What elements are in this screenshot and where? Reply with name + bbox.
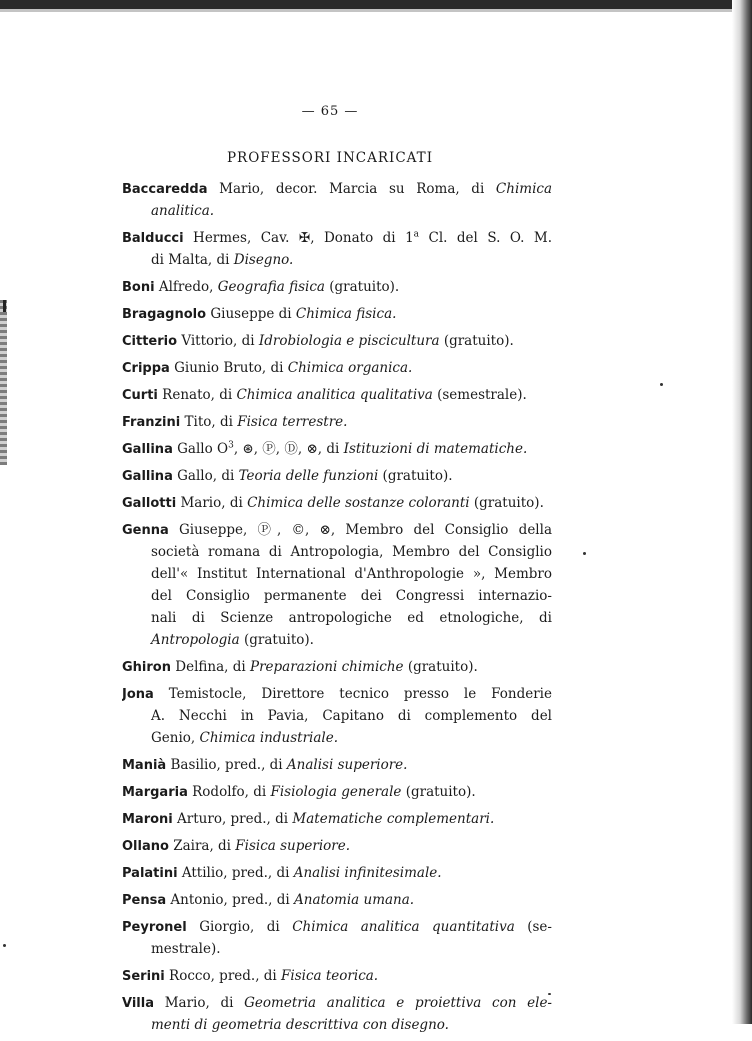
entry-line	[122, 862, 552, 884]
entry-line	[122, 1014, 552, 1036]
scan-left-mark	[0, 300, 7, 465]
entry-text: A. Necchi in Pavia, Capitano di complemento del	[151, 708, 552, 724]
scan-right-edge	[732, 0, 752, 1024]
subject-text: Anatomia umana.	[294, 892, 415, 908]
list-item	[122, 438, 552, 460]
surname: Margaria	[122, 785, 188, 800]
entry-line	[122, 992, 552, 1014]
list-item	[122, 683, 552, 749]
speck	[583, 552, 586, 555]
entry-text: società romana di Antropologia, Membro del Consiglio	[151, 544, 552, 560]
superscript: a	[413, 229, 420, 240]
entry-text: (semestrale).	[432, 387, 527, 403]
entry-line	[122, 200, 552, 222]
surname: Bragagnolo	[122, 307, 207, 322]
entry-line	[122, 965, 552, 987]
entry-line	[122, 563, 552, 585]
scan-top-shadow	[0, 9, 752, 12]
entry-text: del Consiglio permanente dei Congressi internazio-	[151, 588, 552, 604]
subject-text: menti di geometria descrittiva con disegno.	[151, 1017, 449, 1033]
entry-line	[122, 357, 552, 379]
entry-text: Mario, di	[176, 495, 248, 511]
subject-text: Fisiologia generale	[270, 784, 402, 800]
surname: Palatini	[122, 866, 178, 881]
entry-line	[122, 938, 552, 960]
entry-line	[122, 629, 552, 651]
subject-text: Antropologia	[151, 632, 240, 648]
entry-text: Alfredo,	[154, 279, 218, 295]
speck	[660, 383, 663, 386]
entry-line	[122, 889, 552, 911]
entry-text: Giunio Bruto, di	[169, 360, 288, 376]
surname: Genna	[122, 523, 169, 538]
entry-line	[122, 727, 552, 749]
subject-text: Chimica fisica.	[295, 306, 397, 322]
entry-line	[122, 303, 552, 325]
entry-text: Hermes, Cav. ✠, Donato di 1	[183, 230, 414, 246]
entry-line	[122, 835, 552, 857]
entry-text: (se-	[514, 919, 552, 935]
entry-line	[122, 656, 552, 678]
entry-line	[122, 465, 552, 487]
surname: Citterio	[122, 334, 178, 349]
entry-line	[122, 705, 552, 727]
entry-line	[122, 492, 552, 514]
surname: Franzini	[122, 415, 181, 430]
list-item	[122, 808, 552, 830]
section-heading: PROFESSORI INCARICATI	[226, 150, 434, 166]
surname: Gallotti	[122, 496, 177, 511]
list-item	[122, 227, 552, 271]
surname: Villa	[122, 996, 154, 1011]
entry-text: Rocco, pred., di	[164, 968, 282, 984]
surname: Peyronel	[122, 920, 187, 935]
entry-text: Renato, di	[157, 387, 237, 403]
list-item	[122, 754, 552, 776]
list-item	[122, 465, 552, 487]
subject-text: Matematiche complementari.	[292, 811, 495, 827]
entry-line	[122, 541, 552, 563]
list-item	[122, 357, 552, 379]
entry-text: Genio,	[151, 730, 200, 746]
entry-text: Attilio, pred., di	[177, 865, 294, 881]
surname: Curti	[122, 388, 158, 403]
surname: Boni	[122, 280, 155, 295]
subject-text: Geometria analitica e proiettiva con ele-	[244, 995, 552, 1011]
entry-line	[122, 808, 552, 830]
entry-line	[122, 781, 552, 803]
subject-text: Fisica terrestre.	[237, 414, 348, 430]
surname: Ollano	[122, 839, 169, 854]
list-item	[122, 178, 552, 222]
subject-text: Chimica analitica quantitativa	[292, 919, 515, 935]
surname: Balducci	[122, 231, 184, 246]
list-item	[122, 835, 552, 857]
entry-text: Temistocle, Direttore tecnico presso le Fonderie	[153, 686, 552, 702]
entry-text: (gratuito).	[239, 632, 314, 648]
entry-text: , ⊛, Ⓟ, Ⓓ, ⊗, di	[233, 441, 344, 457]
entry-line	[122, 683, 552, 705]
surname: Serini	[122, 969, 165, 984]
entry-line	[122, 519, 552, 541]
subject-text: Analisi infinitesimale.	[293, 865, 442, 881]
list-item	[122, 303, 552, 325]
entry-text: Giorgio, di	[186, 919, 293, 935]
entry-text: nali di Scienze antropologiche ed etnologiche, di	[151, 610, 552, 626]
entry-line	[122, 585, 552, 607]
entry-text: mestrale).	[151, 941, 221, 957]
entry-text: (gratuito).	[469, 495, 544, 511]
list-item	[122, 781, 552, 803]
list-item	[122, 519, 552, 651]
entry-line	[122, 754, 552, 776]
subject-text: Idrobiologia e piscicultura	[258, 333, 440, 349]
subject-text: Teoria delle funzioni	[238, 468, 379, 484]
surname: Baccaredda	[122, 182, 208, 197]
list-item	[122, 862, 552, 884]
entry-text: (gratuito).	[403, 659, 478, 675]
subject-text: Chimica	[495, 181, 552, 197]
entry-text: Gallo O	[172, 441, 229, 457]
scan-top-border	[0, 0, 752, 9]
surname: Pensa	[122, 893, 167, 908]
list-item	[122, 889, 552, 911]
entry-text: di Malta, di	[151, 252, 234, 268]
surname: Gallina	[122, 442, 173, 457]
entry-text: dell'« Institut International d'Anthropologie », Membro	[151, 566, 552, 582]
entry-line	[122, 227, 552, 249]
surname: Crippa	[122, 361, 170, 376]
faculty-list	[122, 178, 552, 1041]
entry-text: Giuseppe, Ⓟ, ©, ⊗, Membro del Consiglio della	[168, 522, 552, 538]
subject-text: Istituzioni di matematiche.	[343, 441, 528, 457]
entry-text: Arturo, pred., di	[172, 811, 293, 827]
entry-text: Delfina, di	[170, 659, 250, 675]
list-item	[122, 411, 552, 433]
entry-text: Mario, di	[153, 995, 245, 1011]
entry-text: (gratuito).	[439, 333, 514, 349]
entry-text: Vittorio, di	[177, 333, 259, 349]
subject-text: Preparazioni chimiche	[250, 659, 404, 675]
entry-text: Cl. del S. O. M.	[419, 230, 552, 246]
list-item	[122, 656, 552, 678]
subject-text: Fisica teorica.	[281, 968, 379, 984]
surname: Manià	[122, 758, 167, 773]
list-item	[122, 916, 552, 960]
entry-text: (gratuito).	[378, 468, 453, 484]
entry-line	[122, 916, 552, 938]
subject-text: Analisi superiore.	[286, 757, 408, 773]
subject-text: Disegno.	[233, 252, 294, 268]
subject-text: Fisica superiore.	[235, 838, 351, 854]
subject-text: analitica.	[151, 203, 215, 219]
entry-line	[122, 330, 552, 352]
entry-text: Mario, decor. Marcia su Roma, di	[207, 181, 496, 197]
entry-line	[122, 249, 552, 271]
entry-text: Zaira, di	[168, 838, 236, 854]
entry-line	[122, 276, 552, 298]
subject-text: Chimica analitica qualitativa	[236, 387, 433, 403]
entry-line	[122, 607, 552, 629]
entry-text: Antonio, pred., di	[166, 892, 294, 908]
entry-text: Basilio, pred., di	[166, 757, 287, 773]
subject-text: Chimica organica.	[287, 360, 413, 376]
list-item	[122, 330, 552, 352]
subject-text: Geografia fisica	[217, 279, 325, 295]
surname: Jona	[122, 687, 154, 702]
list-item	[122, 965, 552, 987]
entry-text: Rodolfo, di	[187, 784, 271, 800]
page-number: — 65 —	[301, 104, 359, 119]
entry-line	[122, 411, 552, 433]
subject-text: Chimica delle sostanze coloranti	[247, 495, 470, 511]
list-item	[122, 492, 552, 514]
list-item	[122, 384, 552, 406]
list-item	[122, 992, 552, 1036]
subject-text: Chimica industriale.	[199, 730, 338, 746]
entry-text: Tito, di	[180, 414, 238, 430]
list-item	[122, 276, 552, 298]
scan-left-mark-tip	[3, 300, 6, 312]
speck	[3, 944, 6, 947]
surname: Maroni	[122, 812, 173, 827]
entry-text: (gratuito).	[324, 279, 400, 295]
entry-line	[122, 178, 552, 200]
entry-text: (gratuito).	[401, 784, 476, 800]
entry-text: Gallo, di	[172, 468, 239, 484]
superscript: 3	[228, 440, 234, 451]
entry-line	[122, 384, 552, 406]
surname: Ghiron	[122, 660, 171, 675]
entry-text: Giuseppe di	[206, 306, 296, 322]
surname: Gallina	[122, 469, 173, 484]
entry-line	[122, 438, 552, 460]
